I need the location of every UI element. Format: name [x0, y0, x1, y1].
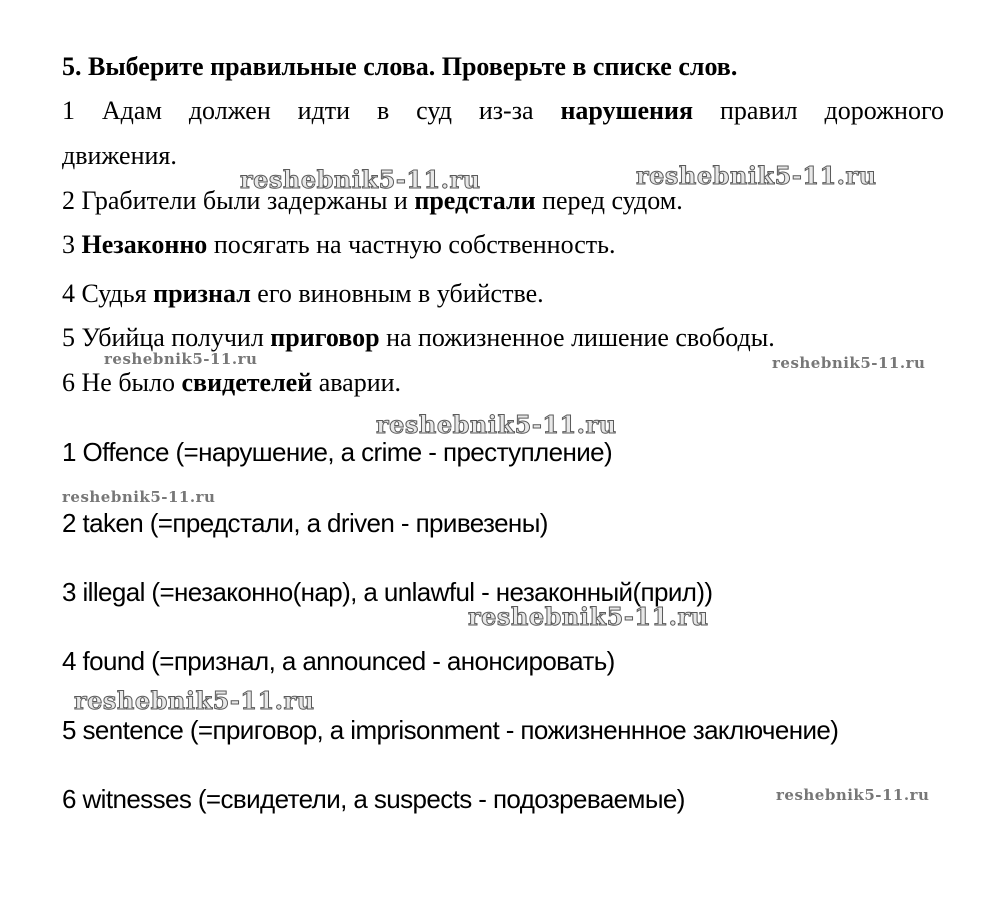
- sentence-text: перед судом.: [535, 186, 683, 215]
- sentence-keyword: признал: [153, 279, 251, 308]
- watermark: reshebnik5-11.ru: [74, 686, 315, 715]
- sentence-keyword: приговор: [270, 323, 380, 352]
- sentence-keyword: предстали: [414, 186, 536, 215]
- answer-6: 6 witnesses (=свидетели, a suspects - подозреваемые): [62, 784, 685, 814]
- sentence-1-continuation: движения.: [62, 141, 177, 170]
- sentence-6: [62, 368, 401, 398]
- watermark: reshebnik5-11.ru: [468, 602, 709, 631]
- answer-4: 4 found (=признал, a announced - анонсировать): [62, 646, 615, 676]
- answer-2: 2 taken (=предстали, a driven - привезены): [62, 508, 548, 538]
- sentence-text: Убийца получил: [75, 323, 271, 352]
- sentence-5: [62, 323, 775, 353]
- sentence-text: его виновным в убийстве.: [250, 279, 544, 308]
- sentence-number: 4: [62, 279, 75, 308]
- exercise-title: 5. Выберите правильные слова. Проверьте в списке слов.: [62, 52, 738, 81]
- sentence-number: 6: [62, 368, 75, 397]
- watermark: reshebnik5-11.ru: [240, 165, 481, 194]
- sentence-1: [62, 96, 944, 126]
- watermark: reshebnik5-11.ru: [62, 488, 216, 506]
- sentence-keyword: свидетелей: [181, 368, 313, 397]
- watermark: reshebnik5-11.ru: [772, 354, 926, 372]
- answer-3: 3 illegal (=незаконно(нар), a unlawful - незаконный(прил)): [62, 577, 713, 607]
- sentence-4: [62, 279, 544, 309]
- sentence-text: Грабители были задержаны и: [75, 186, 415, 215]
- sentence-number: 2: [62, 186, 75, 215]
- watermark: reshebnik5-11.ru: [776, 786, 930, 804]
- sentence-number: 3: [62, 230, 75, 259]
- answer-1: 1 Offence (=нарушение, a crime - преступление): [62, 437, 613, 467]
- watermark: reshebnik5-11.ru: [376, 410, 617, 439]
- sentence-keyword: нарушения: [560, 96, 694, 125]
- answer-5: 5 sentence (=приговор, a imprisonment - пожизненнное заключение): [62, 715, 839, 745]
- sentence-number: 5: [62, 323, 75, 352]
- sentence-text: Адам должен идти в суд из-за: [75, 96, 561, 125]
- sentence-text: на пожизненное лишение свободы.: [379, 323, 775, 352]
- sentence-text: правил дорожного: [693, 96, 944, 125]
- sentence-text: посягать на частную собственность.: [207, 230, 616, 259]
- sentence-text: Судья: [75, 279, 154, 308]
- sentence-text: Не было: [75, 368, 182, 397]
- sentence-number: 1: [62, 96, 75, 125]
- watermark: reshebnik5-11.ru: [636, 161, 877, 190]
- watermark: reshebnik5-11.ru: [104, 350, 258, 368]
- sentence-text: аварии.: [312, 368, 402, 397]
- sentence-3: [62, 230, 616, 260]
- sentence-keyword: Незаконно: [81, 230, 208, 259]
